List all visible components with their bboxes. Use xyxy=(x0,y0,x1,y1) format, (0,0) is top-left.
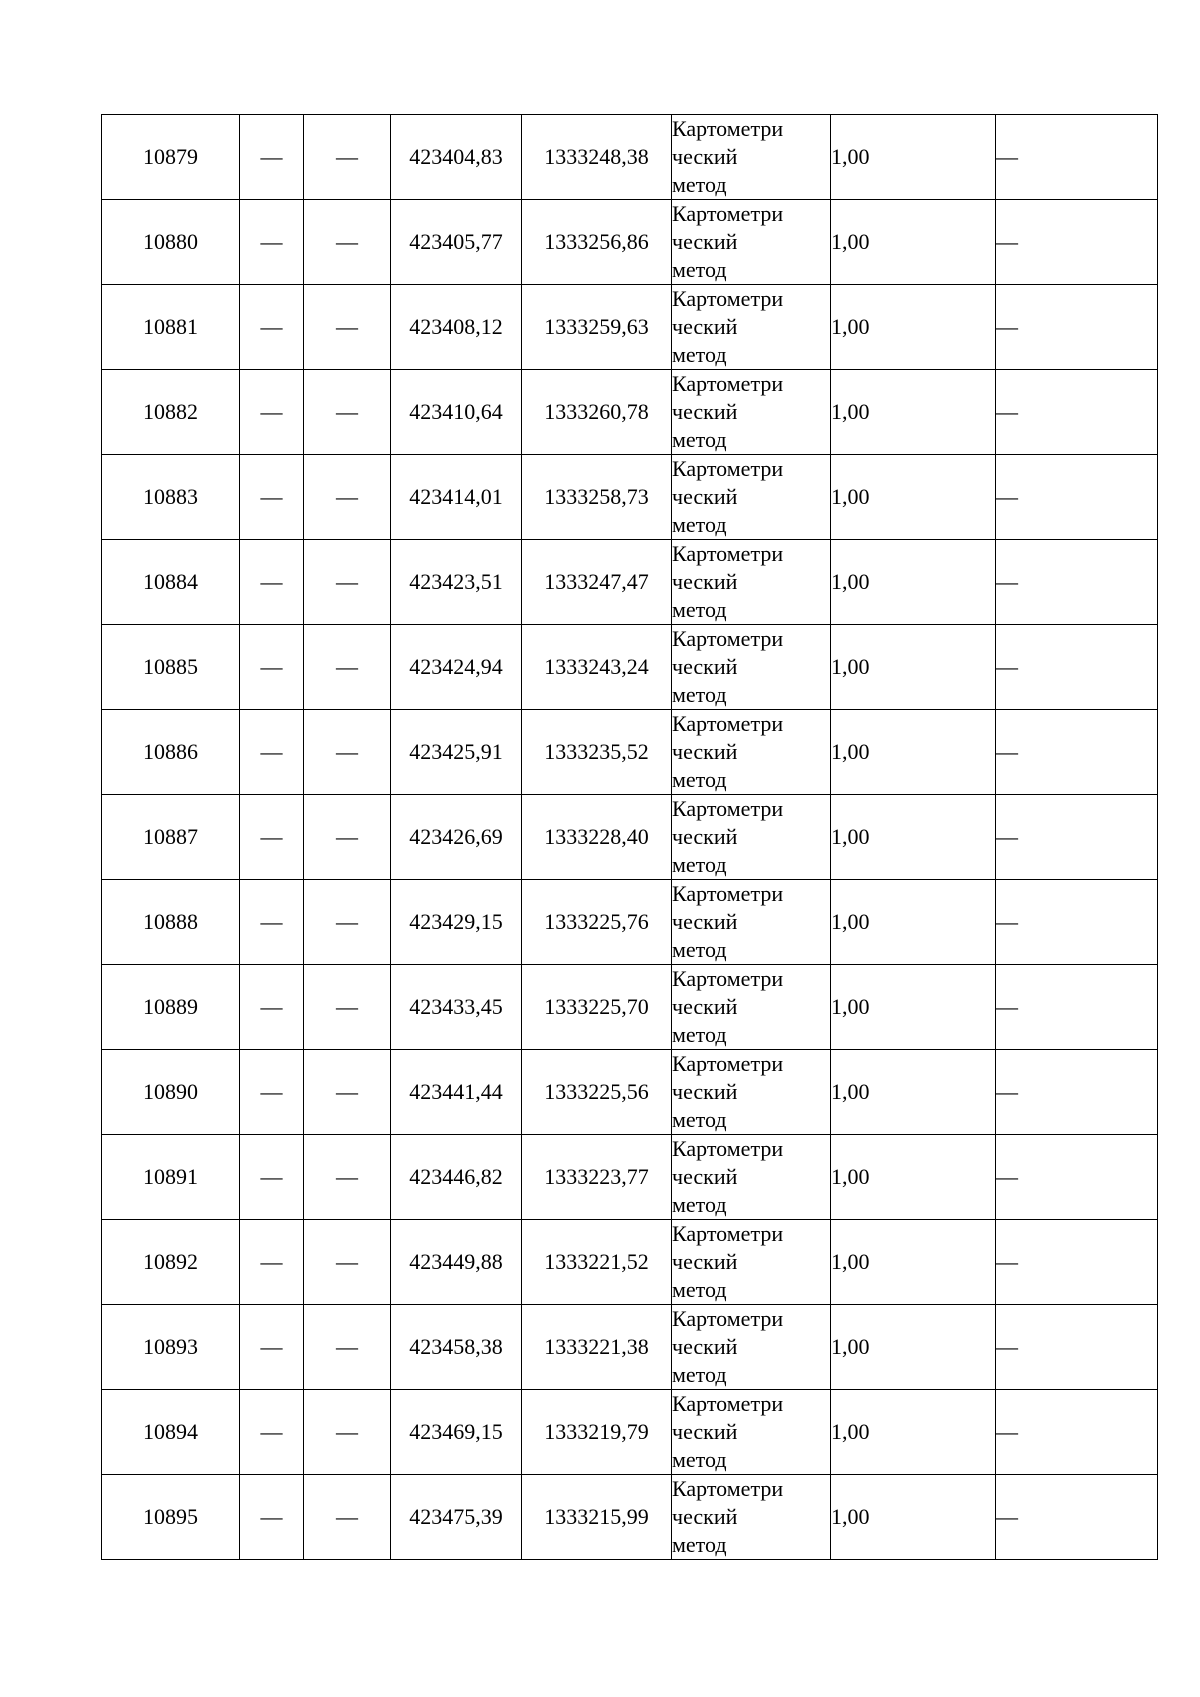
point-number-cell: 10880 xyxy=(102,200,240,285)
column-2-cell: — xyxy=(240,1050,304,1135)
accuracy-cell: 1,00 xyxy=(831,710,996,795)
y-coordinate-cell: 1333228,40 xyxy=(522,795,672,880)
point-number-cell: 10887 xyxy=(102,795,240,880)
column-8-cell: — xyxy=(996,285,1158,370)
table-row xyxy=(102,200,1158,285)
method-cell xyxy=(672,710,831,795)
x-coordinate-cell: 423424,94 xyxy=(391,625,522,710)
column-8-cell: — xyxy=(996,965,1158,1050)
point-number-cell: 10881 xyxy=(102,285,240,370)
accuracy-cell: 1,00 xyxy=(831,965,996,1050)
accuracy-cell: 1,00 xyxy=(831,625,996,710)
point-number-cell: 10891 xyxy=(102,1135,240,1220)
method-cell xyxy=(672,1390,831,1475)
accuracy-cell: 1,00 xyxy=(831,370,996,455)
method-text: Картометри ческий метод xyxy=(672,201,784,282)
y-coordinate-cell: 1333225,56 xyxy=(522,1050,672,1135)
column-3-cell: — xyxy=(304,370,391,455)
x-coordinate-cell: 423469,15 xyxy=(391,1390,522,1475)
column-8-cell: — xyxy=(996,370,1158,455)
column-2-cell: — xyxy=(240,115,304,200)
table-row xyxy=(102,625,1158,710)
column-8-cell: — xyxy=(996,1390,1158,1475)
column-2-cell: — xyxy=(240,1390,304,1475)
column-8-cell: — xyxy=(996,880,1158,965)
column-3-cell: — xyxy=(304,965,391,1050)
accuracy-cell: 1,00 xyxy=(831,455,996,540)
y-coordinate-cell: 1333225,76 xyxy=(522,880,672,965)
column-3-cell: — xyxy=(304,1220,391,1305)
method-cell xyxy=(672,370,831,455)
method-cell xyxy=(672,1220,831,1305)
column-8-cell: — xyxy=(996,540,1158,625)
accuracy-cell: 1,00 xyxy=(831,1050,996,1135)
column-3-cell: — xyxy=(304,795,391,880)
column-2-cell: — xyxy=(240,1220,304,1305)
column-3-cell: — xyxy=(304,1390,391,1475)
table-row xyxy=(102,1305,1158,1390)
y-coordinate-cell: 1333235,52 xyxy=(522,710,672,795)
column-8-cell: — xyxy=(996,795,1158,880)
column-3-cell: — xyxy=(304,115,391,200)
method-text: Картометри ческий метод xyxy=(672,286,784,367)
method-cell xyxy=(672,625,831,710)
y-coordinate-cell: 1333260,78 xyxy=(522,370,672,455)
accuracy-cell: 1,00 xyxy=(831,1305,996,1390)
method-text: Картометри ческий метод xyxy=(672,1136,784,1217)
column-3-cell: — xyxy=(304,540,391,625)
column-3-cell: — xyxy=(304,1135,391,1220)
table-row xyxy=(102,455,1158,540)
point-number-cell: 10888 xyxy=(102,880,240,965)
method-cell xyxy=(672,540,831,625)
column-8-cell: — xyxy=(996,1475,1158,1560)
column-8-cell: — xyxy=(996,1220,1158,1305)
accuracy-cell: 1,00 xyxy=(831,795,996,880)
method-text: Картометри ческий метод xyxy=(672,541,784,622)
accuracy-cell: 1,00 xyxy=(831,285,996,370)
method-text: Картометри ческий метод xyxy=(672,1051,784,1132)
column-2-cell: — xyxy=(240,710,304,795)
x-coordinate-cell: 423429,15 xyxy=(391,880,522,965)
column-3-cell: — xyxy=(304,710,391,795)
accuracy-cell: 1,00 xyxy=(831,115,996,200)
column-2-cell: — xyxy=(240,625,304,710)
column-2-cell: — xyxy=(240,1135,304,1220)
column-8-cell: — xyxy=(996,1050,1158,1135)
method-cell xyxy=(672,115,831,200)
column-8-cell: — xyxy=(996,1305,1158,1390)
table-row xyxy=(102,540,1158,625)
point-number-cell: 10893 xyxy=(102,1305,240,1390)
method-cell xyxy=(672,795,831,880)
y-coordinate-cell: 1333221,38 xyxy=(522,1305,672,1390)
column-2-cell: — xyxy=(240,880,304,965)
column-2-cell: — xyxy=(240,1305,304,1390)
point-number-cell: 10886 xyxy=(102,710,240,795)
table-row xyxy=(102,1220,1158,1305)
table-row xyxy=(102,965,1158,1050)
table-row xyxy=(102,1390,1158,1475)
accuracy-cell: 1,00 xyxy=(831,540,996,625)
column-3-cell: — xyxy=(304,880,391,965)
method-cell xyxy=(672,1475,831,1560)
x-coordinate-cell: 423425,91 xyxy=(391,710,522,795)
column-8-cell: — xyxy=(996,115,1158,200)
y-coordinate-cell: 1333248,38 xyxy=(522,115,672,200)
x-coordinate-cell: 423414,01 xyxy=(391,455,522,540)
column-2-cell: — xyxy=(240,1475,304,1560)
column-2-cell: — xyxy=(240,965,304,1050)
column-3-cell: — xyxy=(304,200,391,285)
point-number-cell: 10894 xyxy=(102,1390,240,1475)
point-number-cell: 10882 xyxy=(102,370,240,455)
method-text: Картометри ческий метод xyxy=(672,1221,784,1302)
point-number-cell: 10892 xyxy=(102,1220,240,1305)
method-cell xyxy=(672,285,831,370)
column-8-cell: — xyxy=(996,625,1158,710)
method-text: Картометри ческий метод xyxy=(672,881,784,962)
y-coordinate-cell: 1333256,86 xyxy=(522,200,672,285)
x-coordinate-cell: 423458,38 xyxy=(391,1305,522,1390)
table-body xyxy=(102,115,1158,1560)
column-3-cell: — xyxy=(304,285,391,370)
x-coordinate-cell: 423410,64 xyxy=(391,370,522,455)
method-cell xyxy=(672,1305,831,1390)
x-coordinate-cell: 423404,83 xyxy=(391,115,522,200)
accuracy-cell: 1,00 xyxy=(831,880,996,965)
x-coordinate-cell: 423449,88 xyxy=(391,1220,522,1305)
method-cell xyxy=(672,1050,831,1135)
x-coordinate-cell: 423423,51 xyxy=(391,540,522,625)
method-text: Картометри ческий метод xyxy=(672,966,784,1047)
point-number-cell: 10879 xyxy=(102,115,240,200)
table-row xyxy=(102,370,1158,455)
x-coordinate-cell: 423405,77 xyxy=(391,200,522,285)
x-coordinate-cell: 423446,82 xyxy=(391,1135,522,1220)
point-number-cell: 10895 xyxy=(102,1475,240,1560)
column-3-cell: — xyxy=(304,1475,391,1560)
method-text: Картометри ческий метод xyxy=(672,371,784,452)
point-number-cell: 10889 xyxy=(102,965,240,1050)
accuracy-cell: 1,00 xyxy=(831,1390,996,1475)
column-8-cell: — xyxy=(996,200,1158,285)
table-row xyxy=(102,1135,1158,1220)
x-coordinate-cell: 423426,69 xyxy=(391,795,522,880)
column-3-cell: — xyxy=(304,625,391,710)
column-2-cell: — xyxy=(240,540,304,625)
column-8-cell: — xyxy=(996,455,1158,540)
column-3-cell: — xyxy=(304,1305,391,1390)
y-coordinate-cell: 1333215,99 xyxy=(522,1475,672,1560)
method-cell xyxy=(672,455,831,540)
method-text: Картометри ческий метод xyxy=(672,626,784,707)
y-coordinate-cell: 1333247,47 xyxy=(522,540,672,625)
point-number-cell: 10890 xyxy=(102,1050,240,1135)
accuracy-cell: 1,00 xyxy=(831,1135,996,1220)
column-2-cell: — xyxy=(240,370,304,455)
accuracy-cell: 1,00 xyxy=(831,1220,996,1305)
column-2-cell: — xyxy=(240,795,304,880)
accuracy-cell: 1,00 xyxy=(831,200,996,285)
column-3-cell: — xyxy=(304,1050,391,1135)
table-row xyxy=(102,880,1158,965)
y-coordinate-cell: 1333259,63 xyxy=(522,285,672,370)
y-coordinate-cell: 1333258,73 xyxy=(522,455,672,540)
table-row xyxy=(102,795,1158,880)
method-text: Картометри ческий метод xyxy=(672,1306,784,1387)
point-number-cell: 10883 xyxy=(102,455,240,540)
table-row xyxy=(102,285,1158,370)
y-coordinate-cell: 1333223,77 xyxy=(522,1135,672,1220)
x-coordinate-cell: 423441,44 xyxy=(391,1050,522,1135)
method-text: Картометри ческий метод xyxy=(672,796,784,877)
x-coordinate-cell: 423475,39 xyxy=(391,1475,522,1560)
method-cell xyxy=(672,200,831,285)
method-text: Картометри ческий метод xyxy=(672,1391,784,1472)
method-cell xyxy=(672,965,831,1050)
method-text: Картометри ческий метод xyxy=(672,116,784,197)
method-cell xyxy=(672,1135,831,1220)
column-2-cell: — xyxy=(240,200,304,285)
accuracy-cell: 1,00 xyxy=(831,1475,996,1560)
x-coordinate-cell: 423408,12 xyxy=(391,285,522,370)
y-coordinate-cell: 1333219,79 xyxy=(522,1390,672,1475)
point-number-cell: 10885 xyxy=(102,625,240,710)
y-coordinate-cell: 1333221,52 xyxy=(522,1220,672,1305)
x-coordinate-cell: 423433,45 xyxy=(391,965,522,1050)
column-3-cell: — xyxy=(304,455,391,540)
method-cell xyxy=(672,880,831,965)
table-row xyxy=(102,1475,1158,1560)
method-text: Картометри ческий метод xyxy=(672,711,784,792)
table-row xyxy=(102,710,1158,795)
column-2-cell: — xyxy=(240,285,304,370)
table-row xyxy=(102,1050,1158,1135)
y-coordinate-cell: 1333243,24 xyxy=(522,625,672,710)
coordinates-table xyxy=(101,114,1158,1560)
y-coordinate-cell: 1333225,70 xyxy=(522,965,672,1050)
method-text: Картометри ческий метод xyxy=(672,456,784,537)
method-text: Картометри ческий метод xyxy=(672,1476,784,1557)
table-row xyxy=(102,115,1158,200)
column-2-cell: — xyxy=(240,455,304,540)
column-8-cell: — xyxy=(996,710,1158,795)
column-8-cell: — xyxy=(996,1135,1158,1220)
point-number-cell: 10884 xyxy=(102,540,240,625)
